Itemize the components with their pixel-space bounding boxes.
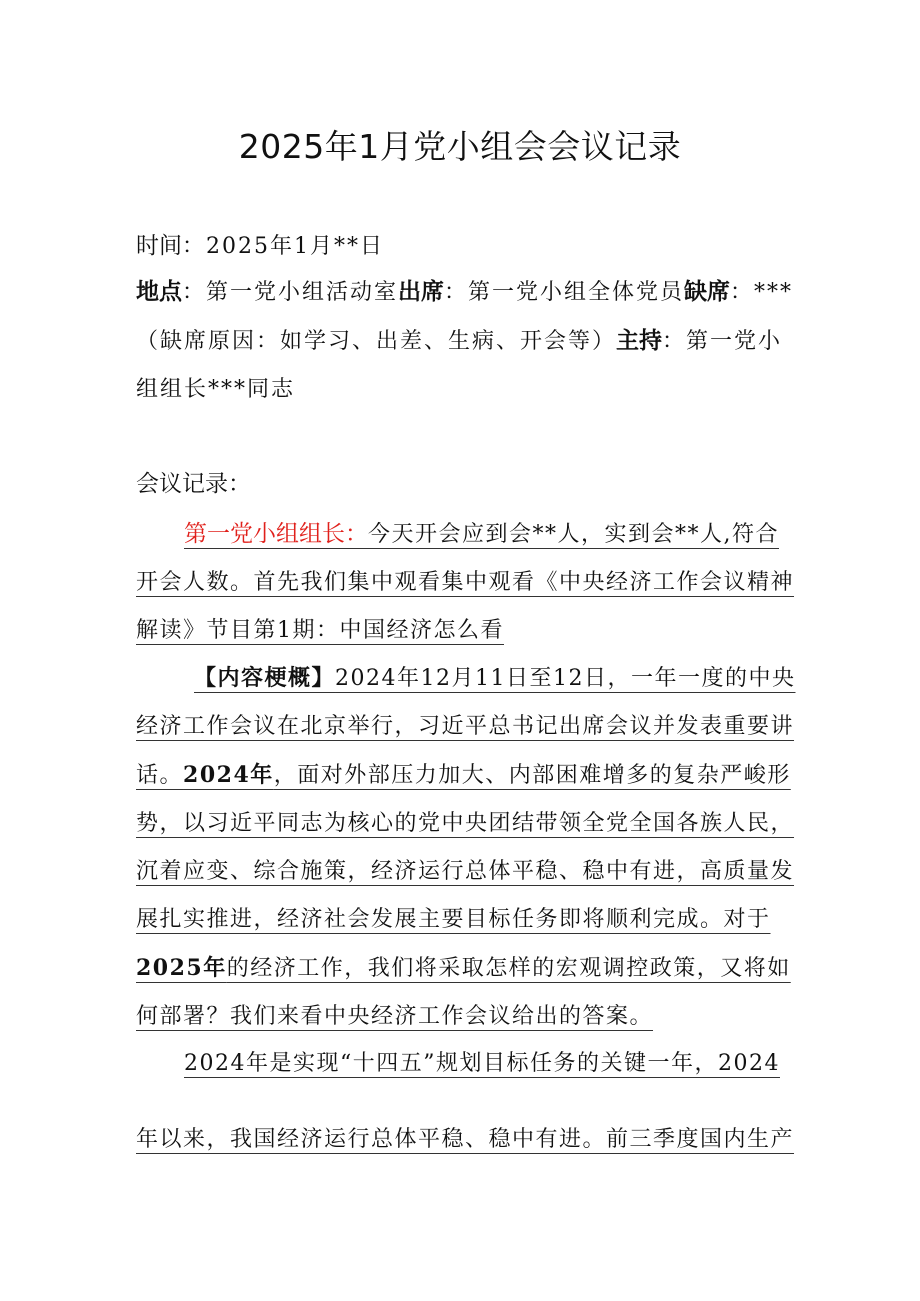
time-label: 时间 — [136, 233, 182, 259]
year-2024: 2024年 — [183, 762, 274, 788]
paragraph-1-text: 今天开会应到会**人，实到会**人,符合开会人数。首先我们集中观看集中观看《中央经济工作会议精神解读》节目第1期：中国经济怎么看 — [136, 522, 795, 643]
paragraph-2-text-b: ，面对外部压力加大、内部困难增多的复杂严峻形势，以习近平同志为核心的党中央团结带领全党全国各族人民，沉着应变、综合施策，经济运行总体平稳、稳中有进，高质量发展扎实推进，经济社会发展主要目标任务即将顺利完成。对于 — [136, 763, 795, 932]
attend-value: ：第一党小组全体党员 — [444, 280, 685, 305]
paragraph-1 — [136, 510, 796, 655]
paragraph-4-text: 年以来，我国经济运行总体平稳、稳中有进。前三季度国内生产 — [136, 1127, 795, 1152]
speaker-name: 第一党小组组长： — [184, 521, 368, 547]
attend-label: 出席 — [398, 279, 445, 305]
summary-heading: 【内容梗概】 — [194, 665, 336, 691]
record-label: 会议记录： — [136, 471, 251, 497]
year-2025: 2025年 — [136, 955, 227, 981]
host-value: ：第一党小组组长***同志 — [136, 329, 783, 402]
paragraph-2-text-a: 2024年12月11日至12日，一年一度的中央经济工作会议在北京举行，习近平总书记出席会议并发表重要讲话。 — [136, 666, 796, 788]
paragraph-3-text: 2024年是实现“十四五”规划目标任务的关键一年，2024 — [184, 1051, 780, 1076]
time-value: ：2025年1月**日 — [182, 234, 384, 259]
paragraph-2-text-c: 的经济工作，我们将采取怎样的宏观调控政策，又将如何部署？我们来看中央经济工作会议给出的答案。 — [136, 956, 791, 1029]
meta-time — [136, 222, 796, 271]
paragraph-3 — [136, 1040, 796, 1088]
meta-details — [136, 268, 796, 414]
absent-value: ：***（缺席原因：如学习、出差、生病、开会等） — [136, 280, 794, 354]
absent-label: 缺席 — [684, 279, 731, 305]
paragraph-4 — [136, 1116, 796, 1164]
document-title: 2025年1月党小组会会议记录 — [238, 127, 682, 166]
place-value: ：第一党小组活动室 — [182, 280, 399, 305]
paragraph-2 — [136, 654, 796, 1041]
place-label: 地点 — [136, 279, 182, 305]
host-label: 主持 — [616, 328, 663, 354]
